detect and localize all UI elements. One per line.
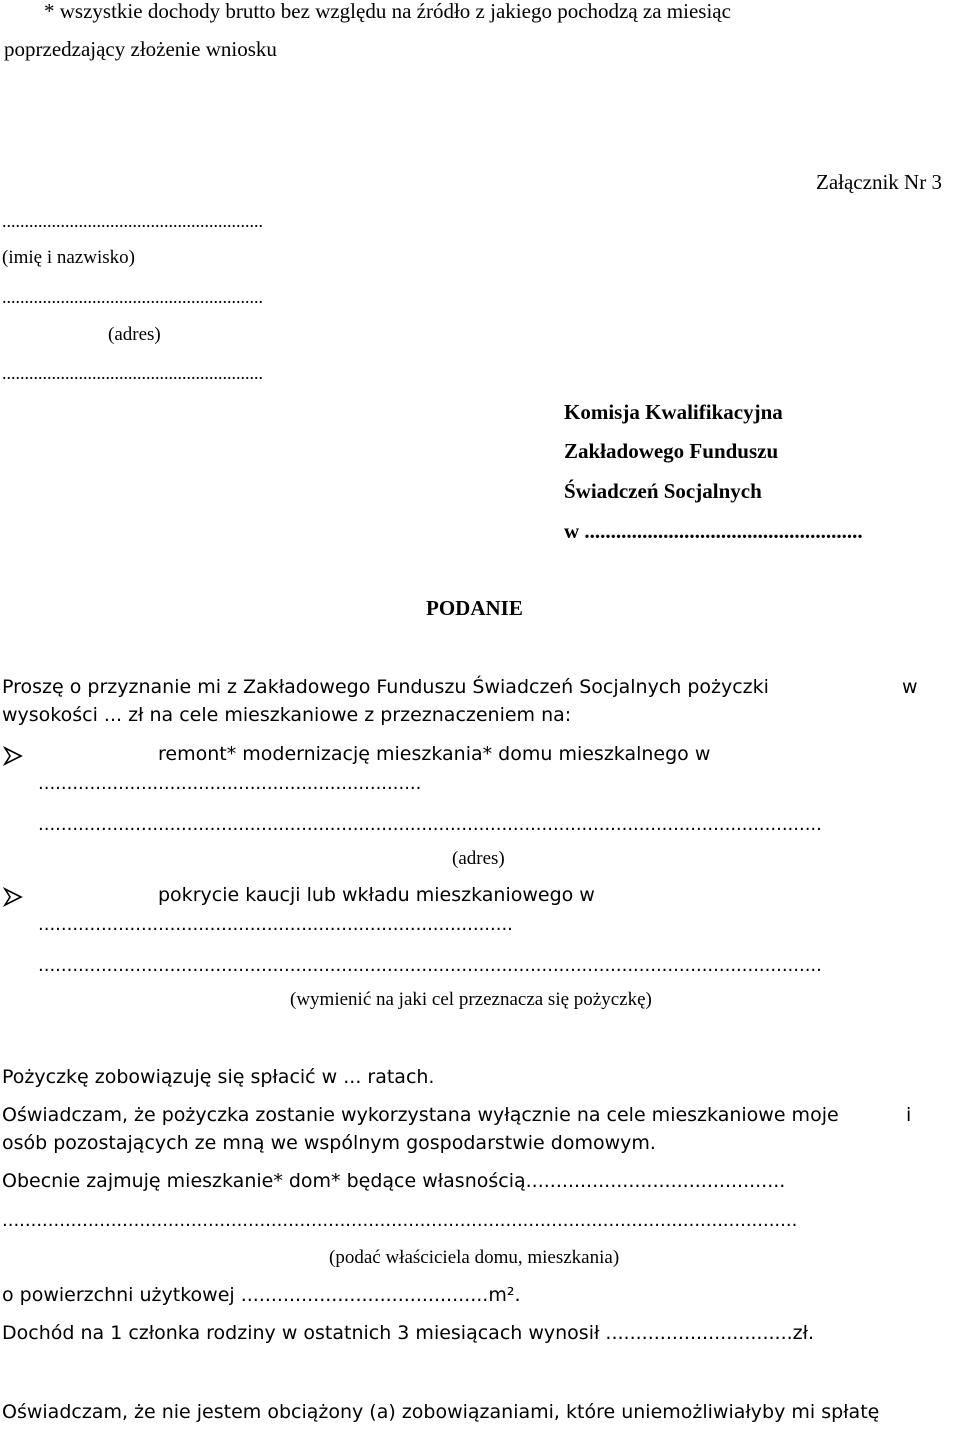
- request-line2: wysokości ... zł na cele mieszkaniowe z przeznaczeniem na:: [2, 704, 572, 726]
- attachment-label: Załącznik Nr 3: [816, 170, 942, 194]
- purpose-label: (wymienić na jaki cel przeznacza się pożyczkę): [290, 989, 652, 1010]
- request-line1-end: w: [902, 676, 918, 698]
- address-dots-2: ..........................................................: [2, 363, 263, 383]
- bullet2-dots-long: .........................................................................................................................................: [38, 955, 822, 976]
- bullet1-text: remont* modernizację mieszkania* domu mieszkalnego w: [158, 743, 711, 765]
- recipient-line3: Świadczeń Socjalnych: [564, 479, 762, 503]
- owner-label: (podać właściciela domu, mieszkania): [329, 1247, 620, 1268]
- arrow-bullet-icon: [4, 747, 22, 765]
- income-footnote-line2: poprzedzający złożenie wniosku: [4, 37, 277, 61]
- bullet1-dots-long: .........................................................................................................................................: [38, 814, 822, 835]
- request-line1: Proszę o przyznanie mi z Zakładowego Funduszu Świadczeń Socjalnych pożyczki: [2, 676, 769, 698]
- declare-line1: Oświadczam, że pożyczka zostanie wykorzystana wyłącznie na cele mieszkaniowe moje: [2, 1104, 839, 1126]
- area-line: o powierzchni użytkowej .........................................m².: [2, 1284, 521, 1306]
- bullet1-dots: ...................................................................: [38, 773, 422, 794]
- recipient-line4: w .....................................................: [564, 519, 863, 543]
- income-line: Dochód na 1 członka rodziny w ostatnich 3 miesiącach wynosił ...............................zł.: [2, 1322, 815, 1344]
- name-label: (imię i nazwisko): [2, 247, 135, 268]
- address-dots-1: ..........................................................: [2, 287, 263, 307]
- form-title: PODANIE: [426, 596, 523, 620]
- occupy-line: Obecnie zajmuję mieszkanie* dom* będące własnością...........................................: [2, 1170, 786, 1192]
- bullet2-dots: ...................................................................................: [38, 914, 513, 935]
- recipient-line2: Zakładowego Funduszu: [564, 439, 779, 463]
- name-dots: ..........................................................: [2, 211, 263, 231]
- obligations-line: Oświadczam, że nie jestem obciążony (a) zobowiązaniami, które uniemożliwiałyby mi spłatę: [2, 1401, 880, 1423]
- declare-line1-end: i: [906, 1104, 912, 1126]
- declare-line2: osób pozostających ze mną we wspólnym gospodarstwie domowym.: [2, 1132, 656, 1154]
- address-label: (adres): [108, 324, 161, 345]
- recipient-line1: Komisja Kwalifikacyjna: [564, 400, 783, 424]
- bullet1-address-label: (adres): [452, 848, 505, 869]
- income-footnote-line1: * wszystkie dochody brutto bez względu na źródło z jakiego pochodzą za miesiąc: [44, 0, 731, 23]
- repay-line: Pożyczkę zobowiązuję się spłacić w ... ratach.: [2, 1066, 435, 1088]
- arrow-bullet-icon: [4, 888, 22, 906]
- occupy-dots: ...........................................................................................................................................: [2, 1210, 798, 1231]
- bullet2-text: pokrycie kaucji lub wkładu mieszkaniowego w: [158, 884, 595, 906]
